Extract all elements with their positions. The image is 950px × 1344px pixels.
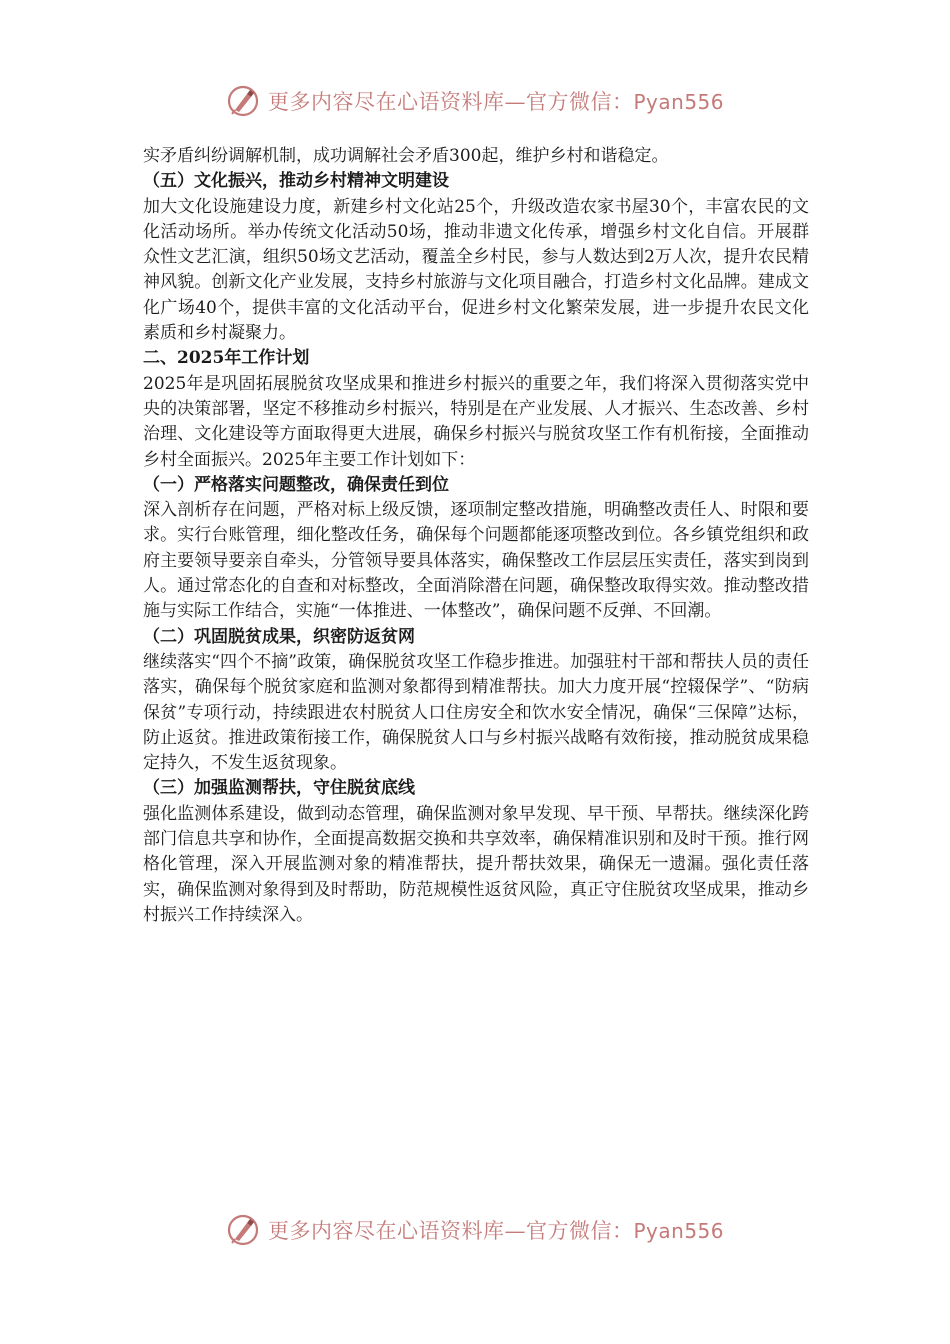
section-heading: （二）巩固脱贫成果，织密防返贫网 xyxy=(143,626,415,647)
watermark-handle: Pyan556 xyxy=(633,1219,724,1243)
footer-watermark xyxy=(0,1213,950,1247)
body-paragraph: 加大文化设施建设力度，新建乡村文化站25个，升级改造农家书屋30个，丰富农民的文化活动场所。举办传统文化活动50场，推动非遗文化传承，增强乡村文化自信。开展群众性文艺汇演，组织50场文艺活动，覆盖全乡村民，参与人数达到2万人次，提升农民精神风貌。创新文化产业发展，支持乡村旅游与文化项目融合，打造乡村文化品牌。建成文化广场40个，提供丰富的文化活动平台，促进乡村文化繁荣发展，进一步提升农民文化素质和乡村凝聚力。 xyxy=(143,196,809,344)
section-heading: （一）严格落实问题整改，确保责任到位 xyxy=(143,474,449,495)
watermark-text: 更多内容尽在心语资料库—官方微信：Pyan556 xyxy=(267,1219,724,1243)
section-heading: （三）加强监测帮扶，守住脱贫底线 xyxy=(143,778,415,799)
body-paragraph: 2025年是巩固拓展脱贫攻坚成果和推进乡村振兴的重要之年，我们将深入贯彻落实党中央的决策部署，坚定不移推动乡村振兴，特别是在产业发展、人才振兴、生态改善、乡村治理、文化建设等方面取得更大进展，确保乡村振兴与脱贫攻坚工作有机衔接，全面推动乡村全面振兴。2025年主要工作计划如下： xyxy=(143,373,809,470)
body-paragraph: 深入剖析存在问题，严格对标上级反馈，逐项制定整改措施，明确整改责任人、时限和要求。实行台账管理，细化整改任务，确保每个问题都能逐项整改到位。各乡镇党组织和政府主要领导要亲自牵头，分管领导要具体落实，确保整改工作层层压实责任，落实到岗到人。通过常态化的自查和对标整改，全面消除潜在问题，确保整改取得实效。推动整改措施与实际工作结合，实施“一体推进、一体整改”，确保问题不反弹、不回潮。 xyxy=(143,500,809,622)
document-body xyxy=(143,144,809,928)
watermark-handle: Pyan556 xyxy=(633,90,724,114)
section-heading: （五）文化振兴，推动乡村精神文明建设 xyxy=(143,171,449,192)
body-paragraph: 继续落实“四个不摘”政策，确保脱贫攻坚工作稳步推进。加强驻村干部和帮扶人员的责任落实，确保每个脱贫家庭和监测对象都得到精准帮扶。加大力度开展“控辍保学”、“防病保贫”专项行动，持续跟进农村脱贫人口住房安全和饮水安全情况，确保“三保障”达标，防止返贫。推进政策衔接工作，确保脱贫人口与乡村振兴战略有效衔接，推动脱贫成果稳定持久，不发生返贫现象。 xyxy=(143,651,809,774)
body-paragraph: 实矛盾纠纷调解机制，成功调解社会矛盾300起，维护乡村和谐稳定。 xyxy=(143,146,669,166)
header-watermark xyxy=(0,84,950,118)
watermark-text: 更多内容尽在心语资料库—官方微信：Pyan556 xyxy=(267,90,724,114)
section-heading: 二、2025年工作计划 xyxy=(143,348,310,369)
body-paragraph: 强化监测体系建设，做到动态管理，确保监测对象早发现、早干预、早帮扶。继续深化跨部门信息共享和协作，全面提高数据交换和共享效率，确保精准识别和及时干预。推行网格化管理，深入开展监测对象的精准帮扶，提升帮扶效果，确保无一遗漏。强化责任落实，确保监测对象得到及时帮助，防范规模性返贫风险，真正守住脱贫攻坚成果，推动乡村振兴工作持续深入。 xyxy=(143,803,809,925)
pen-nib-logo-icon xyxy=(226,1213,260,1247)
pen-nib-logo-icon xyxy=(226,84,260,118)
